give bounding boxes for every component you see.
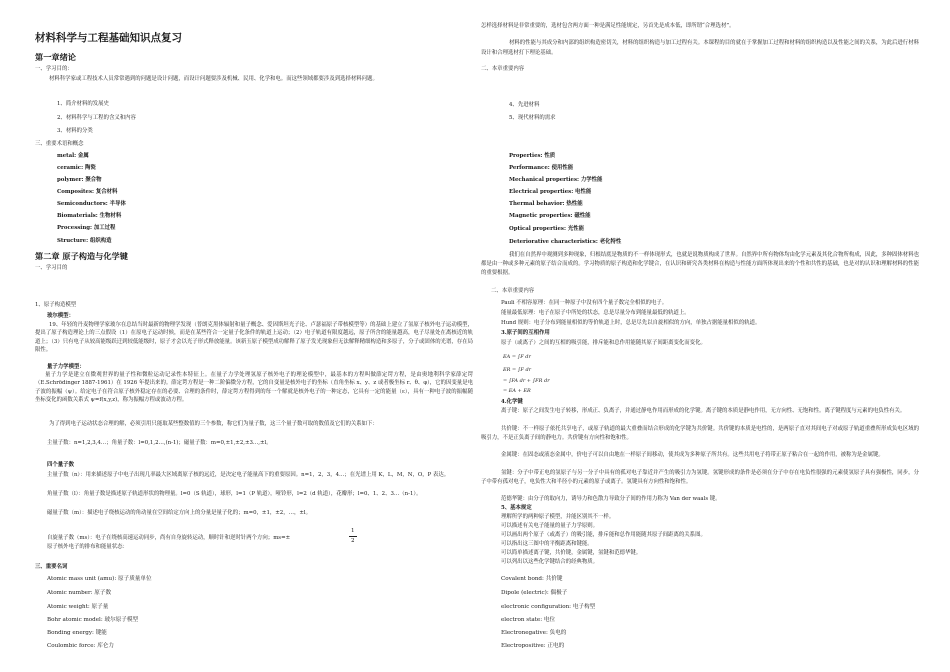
electron-arrangement: 原子核外电子的排布和能量状态： [47, 544, 128, 550]
page-title: 材料科学与工程基础知识点复习 [35, 32, 182, 44]
term-item: electronic configuration: 电子构型 [501, 604, 596, 610]
requirement-item: 可以简单描述离子键，共价键，金属键，氢键和范德华键。 [501, 550, 642, 556]
ch1-section-1: 一、学习目的： [35, 66, 73, 72]
term-item: Properties: 性质 [509, 153, 556, 159]
requirement-item: 理解所学的两种原子模型，并能区别其不一样。 [501, 514, 615, 520]
course-purpose: 材料的性能与其成分和内部的组织构造密切关，材料的组织构造与加工过程有关。本课程的目的就在于掌握加工过程和材料的组织构造以及性能之间的关系，为此后进行材料设计和合理选材打下理论基础。 [481, 40, 919, 56]
equation-sum: = ∫FA dr + ∫FR dr [503, 378, 550, 384]
hund-rule: Hund 规则：电子分布到能量相似的等价轨道上时，总是尽先以自旋相似的方向，单独占据能量相似的轨道。 [501, 320, 761, 326]
ionic-bond-text: 离子键：原子之间发生电子转移，形成正、负离子，并通过静电作用而形成的化学键。离子键的本质是静电作用，无方向性、无饱和性。离子键程度与元素的电负性有关。 [501, 408, 906, 414]
term-item: Performance: 使用性能 [509, 165, 574, 171]
term-item: Covalent bond: 共价键 [501, 576, 563, 582]
chemical-bond-heading: 4.化学键 [501, 399, 523, 405]
chapter-1-title: 第一章绪论 [35, 52, 76, 62]
term-item: ceramic: 陶瓷 [57, 165, 96, 171]
term-item: Semiconductors: 半导体 [57, 201, 126, 207]
term-item: Processing: 加工过程 [57, 225, 116, 231]
equation-repulsive: ER = ∫F dr [503, 367, 532, 373]
spin-fraction-denominator: 2 [351, 538, 355, 544]
term-item: Bohr atomic model: 玻尔原子模型 [47, 617, 139, 623]
selection-intro: 怎样选择材料是非常重要的，选材包含两方面一种是满足性能规定，另首先是成本低，即所谓“合理选材”。 [481, 23, 735, 29]
equation-attractive: EA = ∫F dr [503, 354, 531, 360]
term-item: Atomic number: 原子数 [47, 590, 112, 596]
term-item: polymer: 聚合物 [57, 177, 102, 183]
term-item: Atomic weight: 原子量 [47, 604, 109, 610]
term-item: Composites: 复合材料 [57, 189, 118, 195]
term-item: Optical properties: 光性能 [509, 226, 584, 232]
van-der-waals-text: 范德华键：由分子的取向力，诱导力和色散力导致分子间的作用力称为 Van der waals 键。 [501, 496, 721, 502]
term-item: electron state: 电位 [501, 617, 556, 623]
bohr-model-heading: 玻尔模型： [47, 313, 74, 319]
interaction-heading: 3.原子间的互相作用 [501, 330, 550, 336]
four-quantum-numbers-heading: 四个量子数 [47, 462, 74, 468]
metallic-bond-text: 金属键：在固态或液态金属中，价电子可以自由地在一样原子间移动，使其成为多种原子所共有。这些共用电子将带正原子粘合在一起的作用，被称为是金属键。 [501, 452, 884, 458]
covalent-bond-text: 共价键：不一样原子依托共享电子，或原子轨道的最大重叠而结合形成的化学键为共价键。共价键的本质是电性的，是两原子直对其间电子对或原子轨道重叠所形成负电区域的吸引力，不是正负离子间的静电力。共价键有方向性和饱和性。 [481, 426, 919, 441]
term-item: Magnetic properties: 磁性能 [509, 213, 591, 219]
ch1-section-3: 三、重要术语和概念 [35, 141, 84, 147]
requirements-heading: 5、基本规定 [501, 505, 532, 511]
term-item: Dipole (electric): 偶极子 [501, 590, 568, 596]
ch2-section-3: 三、重要名词 [35, 564, 68, 570]
term-item: Electronegative: 负电的 [501, 630, 567, 636]
ch1-item: 3、材料的分类 [57, 128, 93, 134]
requirement-item: 可以描述有关电子能量的量子力学原则。 [501, 523, 599, 529]
pauli-principle: Pauli 不相容原理：在同一种原子中没有四个量子数完全相似的电子。 [501, 300, 668, 306]
term-item: Mechanical properties: 力学性能 [509, 177, 603, 183]
atomic-model-heading: 1、原子构造模型 [35, 302, 77, 308]
term-item: Deteriorative characteristics: 老化特性 [509, 239, 622, 245]
quantum-number-values: 主量子数：n=1,2,3,4…；角量子数：l=0,1,2…,(n-1)；磁量子数：m=0,±1,±2,±3…,±l。 [47, 440, 272, 446]
angular-quantum-number: 角量子数（l）：角量子数是描述原子轨道形状的物理量。l=0（S 轨道），球形，l=1（P 轨道），哑铃形，l=2（d 轨道），花瓣形；l=0、1、2、3…（n-1）。 [47, 491, 422, 497]
chapter-2-title: 第二章 原子构造与化学键 [35, 251, 128, 261]
spin-fraction-bar [349, 536, 357, 537]
ch1-intro: 材料科学家或工程技术人员常常遇到的问题是设计问题，而设计问题要涉及机械、民用、化学和电。而这些领域都要涉及到选择材料问题。 [49, 76, 378, 82]
magnetic-quantum-number: 磁量子数（m）：描述电子绕核运动的角动量在空间给定方向上的分量是量子化的；m=0，±1，±2，…，±l。 [47, 510, 312, 516]
spin-fraction-numerator: 1 [351, 528, 355, 534]
quantum-model-text: 量子力学是建立在微观世界的量子性和微粒运动记录性本特征上。在量子力学处理氢原子核外电子的理论模型中，最基本的方程叫做薛定谔方程，是由奥地利科学家薛定谔（E.Schrödinger 1887-1961）在 1926 年提出来的。薛定谔方程是一种二阶偏微分方程，它的自变量是核外电子的坐标（直角坐标 x、y、z 或者极坐标 r、θ、φ），它的因变量是电子波的振幅（ψ）。给定电子在符合原子核外稳定存在的必要、合理的条件时，薛定谔方程得到的每一个解就是核外电子的一种定态，它具有一定的能量（ε），具有一种电子波的振幅随坐标变化的函数关系式 ψ=f(x,y,z)，称为振幅方程或波动方程。 [35, 372, 473, 403]
term-item: Atomic mass unit (amu): 原子质量单位 [47, 576, 152, 582]
equation-total: = EA + ER [503, 388, 531, 394]
term-item: metal: 金属 [57, 153, 89, 159]
term-item: Bonding energy: 键能 [47, 630, 107, 636]
ch2-purpose-text: 我们在自然界中观测到多种现象，归根结底是物质的不一样体现形式，也就是说物质构成了世界。自然界中所有物体均由化学元素及其化合物所构成，因此，多种固体材料也都是由一种或多种元素的原子结合而成的。学习物质的原子构造和化学键合，在认识和研究各类材料在构造与性能方面所体现出来的个性和共性的基础，也是对的认识和理解材料的性能的重要根据。 [481, 252, 919, 276]
spin-quantum-number: 自旋量子数（ms）：电子在绕核高速运动同步，尚有自身旋转运动，顺时针和逆时针两个方向；ms=± [47, 535, 291, 541]
quantum-model-text-2: 为了得到电子运动状态合理的解，必须引用只能取某些整数值的三个参数，称它们为量子数，这三个量子数可取的数值及它们的关系如下： [49, 421, 378, 427]
ch1-section-2: 二、本章重要内容 [481, 66, 525, 72]
hydrogen-bond-text: 氢键：分子中带正电的氢原子与另一分子中具有的孤对电子靠近并产生的吸引力为氢键。氢键形成的条件是必须在分子中存在电负性很强的元素使氢原子具有强极性，同步，分子中带有孤对电子，电负性大和半径小的元素的原子或离子。氢键具有方向性和饱和性。 [481, 470, 919, 485]
term-item: Biomaterials: 生物材料 [57, 213, 122, 219]
ch1-item: 1、简介材料的发展史 [57, 101, 109, 107]
ch2-section-1: 一、学习目的 [35, 265, 68, 271]
quantum-model-heading: 量子力学模型： [47, 364, 85, 370]
lowest-energy-principle: 能量最低原理：电子在原子中所处的状态，总是尽量分布到能量最低的轨道上。 [501, 310, 690, 316]
term-item: Thermal behavior: 热性能 [509, 201, 583, 207]
term-item: Coulombic force: 库仑力 [47, 643, 114, 649]
interaction-text: 原子（或离子）之间的互相的吸引能，排斥能和总作用能随其原子间距离变化而变化。 [501, 340, 706, 346]
term-item: Electropositive: 正电的 [501, 643, 565, 649]
ch1-item: 4、先进材料 [509, 102, 540, 108]
right-column [481, 0, 921, 672]
requirement-item: 可以列出以这些化学键结合的经典物质。 [501, 559, 599, 565]
ch1-item: 5、现代材料的需求 [509, 115, 556, 121]
principal-quantum-number: 主量子数（n）：用来描述原子中电子出现几率最大区域离原子核的远近，是决定电子能量高下的重要原因。n=1，2，3，4…；在光谱上用 K，L，M，N，O，P 表达。 [47, 472, 450, 478]
term-item: Electrical properties: 电性能 [509, 189, 592, 195]
requirement-item: 可以指出这三图中的平衡距离和键能。 [501, 541, 593, 547]
term-item: Structure: 组织构造 [57, 238, 112, 244]
requirement-item: 可以画出两个原子（或离子）的吸引能，排斥能和总作用能随其原子间距离的关系图。 [501, 532, 706, 538]
left-column [33, 0, 475, 672]
bohr-model-text: 19、年轻的丹麦物理学家玻尔在总结当时最新的物理学发现（普朗克黑体辐射和量子概念、爱因斯坦光子论、卢瑟福原子带核模型等）的基础上建立了氢原子核外电子运动模型，提出了原子构造理论上的三点假设（1）在原电子运动时候，而是在某些符合一定量子化条件的轨道上运动；（2）电子轨道有限度越远，原子所含的能量越高，电子尽量处在离核近的轨道上；（3）只有电子从较高能级跃迁到较低能级时，原子才会以光子形式释放能量。该新玉原子模型成功解释了原子发光现象但无法解释精细构造和多原子，分子或固体的光谱，存在局限性。 [35, 322, 473, 353]
ch1-item: 2、材料科学与工程的含义和内容 [57, 115, 136, 121]
ch2-section-2: 二、本章重要内容 [491, 288, 535, 294]
